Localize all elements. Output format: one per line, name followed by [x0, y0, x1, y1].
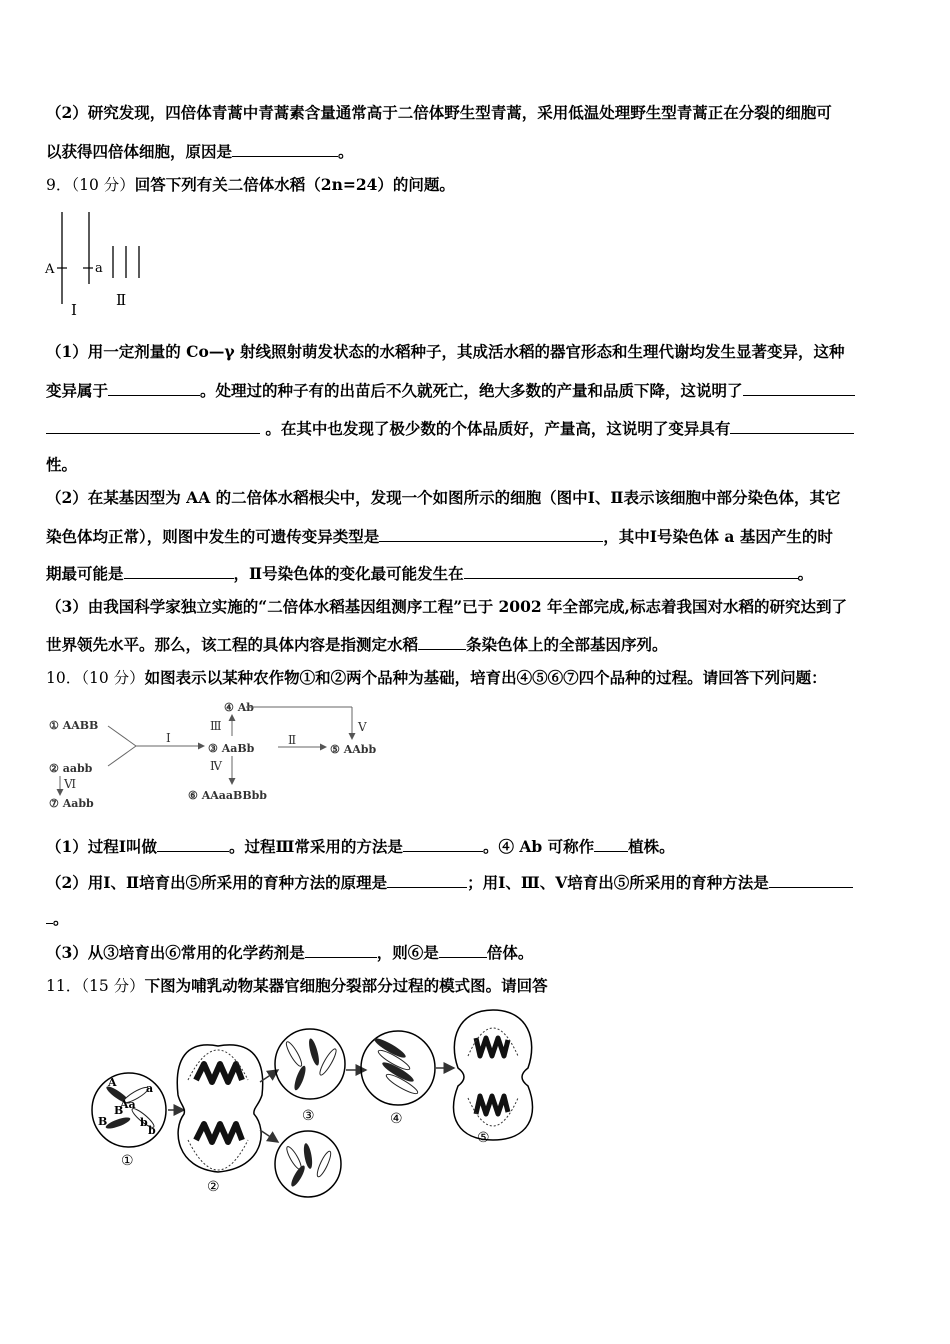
node-6: ⑥ AAaaBBbb: [188, 789, 267, 802]
node-1: ① AABB: [49, 719, 99, 732]
process-VI: Ⅵ: [64, 777, 77, 791]
answer-blank[interactable]: [464, 563, 798, 579]
process-III: Ⅲ: [210, 719, 222, 733]
answer-blank[interactable]: [46, 908, 53, 924]
answer-blank[interactable]: [387, 872, 467, 888]
process-V: Ⅴ: [358, 720, 367, 734]
gene-Aa: Aa: [120, 1098, 136, 1111]
q9-p2-line2: 染色体均正常），则图中发生的可遗传变异类型是 ，其中Ⅰ号染色体 a 基因产生的时: [46, 527, 833, 546]
process-II: Ⅱ: [288, 733, 297, 747]
answer-blank[interactable]: [305, 942, 377, 958]
q10-p3: （3）从③培育出⑥常用的化学药剂是 ，则⑥是 倍体。: [46, 943, 534, 962]
gene-b-2: b: [148, 1124, 156, 1137]
q11-cell-division-figure: [88, 1000, 550, 1200]
answer-blank[interactable]: [46, 418, 260, 434]
gene-a-label: a: [95, 261, 103, 276]
gene-A-label: A: [45, 262, 55, 277]
answer-blank[interactable]: [403, 836, 483, 852]
answer-blank[interactable]: [439, 942, 487, 958]
q9-header: 9．（10 分）回答下列有关二倍体水稻（2n=24）的问题。: [46, 175, 455, 194]
q8-part2-line1: （2）研究发现，四倍体青蒿中青蒿素含量通常高于二倍体野生型青蒿，采用低温处理野生型青蒿正在分裂的细胞可: [46, 103, 832, 122]
cell-2: [177, 1045, 262, 1195]
q9-p3-line2: 世界领先水平。那么，该工程的具体内容是指测定水稻 条染色体上的全部基因序列。: [46, 635, 668, 654]
cell-4-label: ④: [390, 1111, 403, 1127]
node-5: ⑤ AAbb: [330, 743, 377, 756]
chromosome-II-label: Ⅱ: [116, 291, 127, 309]
gene-a: a: [146, 1082, 154, 1095]
answer-blank[interactable]: [232, 141, 338, 157]
q8-part2-line2: 以获得四倍体细胞，原因是 。: [46, 142, 354, 161]
process-IV: Ⅳ: [210, 759, 222, 773]
q9-chromosome-figure: [40, 208, 160, 320]
q10-p1: （1）过程Ⅰ叫做 。过程Ⅲ常采用的方法是 。④ Ab 可称作 植株。: [46, 837, 675, 856]
node-2: ② aabb: [49, 762, 93, 775]
answer-blank[interactable]: [108, 380, 200, 396]
q10-p2-line1: （2）用Ⅰ、Ⅱ培育出⑤所采用的育种方法的原理是 ；用Ⅰ、Ⅲ、Ⅴ培育出⑤所采用的育种方法是: [46, 872, 853, 893]
gene-B-2: B: [98, 1115, 108, 1128]
cell-3: [275, 1029, 345, 1124]
q9-p1-line3: 。在其中也发现了极少数的个体品质好，产量高，这说明了变异具有: [46, 418, 854, 439]
answer-blank[interactable]: [418, 634, 466, 650]
q10-breeding-diagram: [46, 698, 396, 816]
q9-p2-line1: （2）在某基因型为 AA 的二倍体水稻根尖中，发现一个如图所示的细胞（图中Ⅰ、Ⅱ表示该细胞中部分染色体，其它: [46, 488, 841, 507]
answer-blank[interactable]: [594, 836, 628, 852]
q9-p2-line3: 期最可能是 ，Ⅱ号染色体的变化最可能发生在 。: [46, 564, 814, 583]
cell-5-label: ⑤: [477, 1130, 490, 1146]
gene-A: A: [108, 1076, 117, 1089]
answer-blank[interactable]: [730, 418, 854, 434]
cell-3-label: ③: [302, 1108, 315, 1124]
answer-blank[interactable]: [124, 563, 234, 579]
answer-blank[interactable]: [743, 380, 855, 396]
q9-p1-line4: 性。: [46, 455, 78, 474]
process-I: Ⅰ: [166, 731, 171, 745]
cell-2-label: ②: [207, 1179, 220, 1195]
q9-p3-line1: （3）由我国科学家独立实施的“二倍体水稻基因组测序工程”已于 2002 年全部完成,标志着我国对水稻的研究达到了: [46, 597, 847, 616]
q9-p1-line2: 变异属于 。处理过的种子有的出苗后不久就死亡，绝大多数的产量和品质下降，这说明了: [46, 380, 855, 401]
answer-blank[interactable]: [379, 526, 603, 542]
cell-5: [453, 1010, 532, 1146]
node-4: ④ Ab: [224, 701, 254, 714]
answer-blank[interactable]: [769, 872, 853, 888]
q10-p2-line2: 。: [46, 908, 69, 929]
q10-header: 10．（10 分）如图表示以某种农作物①和②两个品种为基础，培育出④⑤⑥⑦四个品种的过程。请回答下列问题：: [46, 668, 827, 687]
node-7: ⑦ Aabb: [49, 797, 94, 810]
gene-b: b: [140, 1116, 148, 1129]
cell-1: [92, 1073, 166, 1169]
q9-p1-line1: （1）用一定剂量的 Co—γ 射线照射萌发状态的水稻种子，其成活水稻的器官形态和生理代谢均发生显著变异，这种: [46, 342, 845, 361]
cell-4-lower: [275, 1131, 341, 1197]
cell-4: [361, 1031, 435, 1127]
cell-1-label: ①: [121, 1153, 134, 1169]
chromosome-I-label: Ⅰ: [71, 301, 77, 319]
node-3: ③ AaBb: [208, 742, 255, 755]
answer-blank[interactable]: [157, 836, 229, 852]
q11-header: 11．（15 分）下图为哺乳动物某器官细胞分裂部分过程的模式图。请回答: [46, 976, 548, 995]
gene-B: B: [114, 1104, 124, 1117]
